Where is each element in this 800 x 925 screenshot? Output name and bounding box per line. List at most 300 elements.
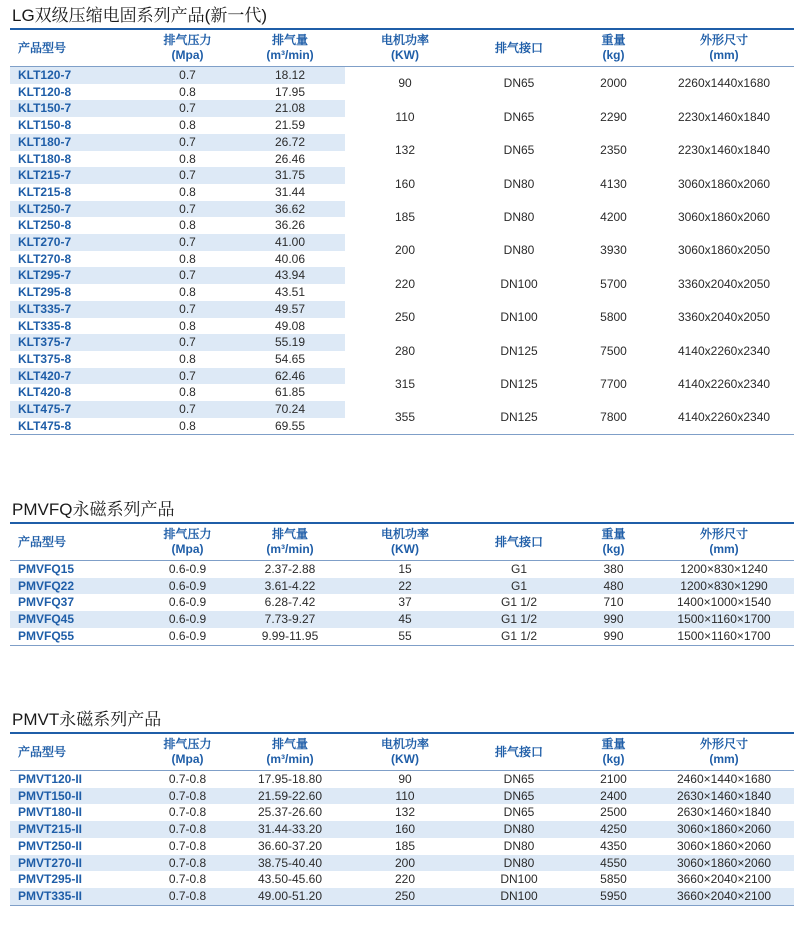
- cell-flow: 9.99-11.95: [261, 628, 319, 643]
- cell-pressure: 0.7-0.8: [168, 838, 207, 853]
- pmvt-section-title: PMVT永磁系列产品: [12, 710, 162, 729]
- cell-model: PMVFQ45: [10, 611, 140, 628]
- cell-flow: 41.00: [235, 234, 345, 251]
- cell-model: KLT180-7: [10, 134, 140, 151]
- header-outlet-label: 排气接口: [494, 744, 543, 759]
- cell-model: PMVT120-II: [18, 772, 83, 786]
- table-row: [10, 134, 794, 151]
- table-row: [10, 167, 794, 184]
- cell-power: 250: [345, 301, 465, 334]
- cell-flow: 69.55: [274, 418, 306, 433]
- cell-pressure: 0.8: [179, 385, 196, 400]
- header-pressure: [140, 733, 235, 771]
- cell-weight: 5850: [600, 872, 627, 887]
- cell-power: 15: [398, 562, 412, 576]
- cell-pressure: 0.6-0.9: [168, 628, 207, 643]
- lg-table: [10, 28, 794, 435]
- table-row: [10, 804, 794, 821]
- header-power: [345, 29, 465, 67]
- cell-power: 160: [345, 167, 465, 200]
- header-row: [10, 733, 794, 771]
- cell-model: PMVT180-II: [18, 805, 83, 820]
- cell-weight: 4250: [573, 821, 654, 838]
- cell-flow: 18.12: [235, 67, 345, 84]
- cell-weight: 3930: [573, 234, 654, 267]
- cell-outlet: DN65: [465, 100, 573, 133]
- cell-flow: 54.65: [274, 351, 306, 366]
- cell-outlet: DN65: [465, 67, 573, 101]
- header-flow-label: 排气量: [271, 527, 308, 541]
- cell-model: KLT375-8: [18, 351, 72, 366]
- cell-power: 22: [345, 578, 465, 595]
- cell-flow: 70.24: [235, 401, 345, 418]
- cell-dims: 1500×1160×1700: [677, 628, 771, 643]
- header-dims-label: 外形尺寸: [699, 737, 748, 751]
- cell-pressure: 0.6-0.9: [140, 611, 235, 628]
- cell-power: 220: [345, 267, 465, 300]
- table-row: [10, 788, 794, 805]
- pmvfq-table-body: [10, 561, 794, 646]
- cell-outlet: DN100: [465, 888, 573, 905]
- header-weight-label: 重量: [601, 33, 626, 47]
- cell-power: 90: [398, 772, 412, 786]
- cell-outlet: G1: [510, 562, 527, 576]
- cell-weight: 4200: [573, 201, 654, 234]
- header-flow-label: 排气量: [271, 33, 308, 47]
- cell-model: KLT335-7: [10, 301, 140, 318]
- header-pressure: [140, 523, 235, 561]
- cell-power: 55: [398, 628, 412, 643]
- header-pressure-unit: (Mpa): [171, 542, 204, 556]
- table-row: [10, 401, 794, 418]
- cell-weight: 480: [573, 578, 654, 595]
- cell-weight: 7500: [573, 334, 654, 367]
- header-power-label: 电机功率: [380, 737, 429, 751]
- header-dims-unit: (mm): [709, 752, 739, 766]
- pmvfq-table-header: [10, 523, 794, 561]
- cell-dims: 3660×2040×2100: [676, 872, 772, 887]
- table-row: [10, 855, 794, 872]
- cell-pressure: 0.8: [179, 118, 196, 133]
- cell-model: KLT475-7: [10, 401, 140, 418]
- header-model: [10, 29, 140, 67]
- cell-flow: 2.37-2.88: [264, 562, 316, 576]
- cell-flow: 49.57: [235, 301, 345, 318]
- table-row: [10, 628, 794, 645]
- cell-weight: 990: [603, 628, 624, 643]
- cell-dims: 3060×1860×2060: [654, 821, 794, 838]
- header-outlet: [465, 523, 573, 561]
- cell-pressure: 0.7-0.8: [168, 772, 207, 786]
- cell-power: 132: [394, 805, 416, 820]
- table-row: [10, 578, 794, 595]
- cell-model: PMVFQ55: [18, 628, 75, 643]
- header-power-unit: (KW): [391, 752, 419, 766]
- cell-pressure: 0.7-0.8: [140, 855, 235, 872]
- cell-power: 220: [394, 872, 416, 887]
- cell-model: KLT295-7: [10, 267, 140, 284]
- cell-pressure: 0.7: [140, 67, 235, 84]
- pmvfq-section: [10, 498, 794, 646]
- cell-weight: 4130: [573, 167, 654, 200]
- header-dims-label: 外形尺寸: [699, 33, 748, 47]
- cell-pressure: 0.7: [140, 134, 235, 151]
- header-dims: [654, 733, 794, 771]
- cell-outlet: DN80: [503, 838, 535, 853]
- cell-dims: 3060x1860x2060: [654, 201, 794, 234]
- cell-flow: 43.50-45.60: [257, 872, 323, 887]
- cell-model: PMVT250-II: [18, 838, 83, 853]
- cell-power: 110: [345, 100, 465, 133]
- cell-flow: 36.26: [274, 218, 306, 233]
- header-outlet-label: 排气接口: [494, 534, 543, 549]
- header-power-unit: (KW): [391, 542, 419, 556]
- cell-dims: 2460×1440×1680: [676, 772, 772, 786]
- cell-model: KLT250-7: [10, 201, 140, 218]
- cell-outlet: DN125: [465, 368, 573, 401]
- table-row: [10, 871, 794, 888]
- cell-model: KLT295-8: [18, 285, 72, 300]
- cell-dims: 3360x2040x2050: [654, 267, 794, 300]
- cell-outlet: DN65: [465, 788, 573, 805]
- header-model-label: 产品型号: [18, 744, 67, 759]
- cell-model: KLT335-8: [18, 318, 72, 333]
- cell-dims: 3060×1860×2060: [654, 855, 794, 872]
- cell-power: 200: [345, 855, 465, 872]
- header-flow: [235, 733, 345, 771]
- header-pressure-unit: (Mpa): [171, 48, 204, 62]
- table-row: [10, 334, 794, 351]
- header-pressure-label: 排气压力: [163, 33, 212, 47]
- cell-pressure: 0.7-0.8: [168, 872, 207, 887]
- cell-power: 37: [398, 595, 412, 610]
- cell-power: 160: [345, 821, 465, 838]
- cell-outlet: DN65: [503, 772, 535, 786]
- cell-power: 90: [345, 67, 465, 101]
- cell-flow: 49.00-51.20: [235, 888, 345, 905]
- cell-outlet: DN80: [465, 201, 573, 234]
- cell-pressure: 0.7: [140, 100, 235, 117]
- cell-flow: 38.75-40.40: [235, 855, 345, 872]
- cell-pressure: 0.6-0.9: [168, 562, 207, 576]
- cell-outlet: DN125: [465, 334, 573, 367]
- cell-pressure: 0.8: [179, 285, 196, 300]
- cell-outlet: G1: [465, 578, 573, 595]
- cell-outlet: DN100: [465, 267, 573, 300]
- cell-power: 132: [345, 134, 465, 167]
- cell-flow: 43.94: [235, 267, 345, 284]
- cell-model: PMVT150-II: [10, 788, 140, 805]
- cell-power: 110: [345, 788, 465, 805]
- header-weight: [573, 733, 654, 771]
- cell-model: KLT150-7: [10, 100, 140, 117]
- table-row: [10, 67, 794, 84]
- cell-weight: 5800: [573, 301, 654, 334]
- cell-model: KLT180-8: [18, 151, 72, 166]
- cell-flow: 31.44: [274, 184, 306, 199]
- header-dims: [654, 29, 794, 67]
- header-power: [345, 733, 465, 771]
- cell-dims: 3360x2040x2050: [654, 301, 794, 334]
- cell-model: KLT215-7: [10, 167, 140, 184]
- table-row: [10, 201, 794, 218]
- cell-pressure: 0.6-0.9: [140, 578, 235, 595]
- table-row: [10, 301, 794, 318]
- cell-pressure: 0.8: [179, 184, 196, 199]
- cell-outlet: DN80: [465, 167, 573, 200]
- cell-model: KLT270-8: [18, 251, 72, 266]
- cell-weight: 5950: [573, 888, 654, 905]
- cell-dims: 2630×1460×1840: [654, 788, 794, 805]
- header-model: [10, 523, 140, 561]
- cell-pressure: 0.7: [140, 334, 235, 351]
- cell-pressure: 0.7-0.8: [168, 805, 207, 820]
- cell-flow: 17.95-18.80: [257, 772, 323, 786]
- cell-model: KLT475-8: [18, 418, 72, 433]
- cell-weight: 710: [603, 595, 624, 610]
- table-row: [10, 267, 794, 284]
- cell-dims: 1400×1000×1540: [676, 595, 772, 610]
- cell-pressure: 0.7: [140, 301, 235, 318]
- header-weight-unit: (kg): [602, 542, 625, 556]
- table-row: [10, 368, 794, 385]
- table-row: [10, 888, 794, 905]
- cell-model: KLT250-8: [18, 218, 72, 233]
- header-power-label: 电机功率: [380, 527, 429, 541]
- header-dims-label: 外形尺寸: [699, 527, 748, 541]
- cell-flow: 21.59: [274, 118, 306, 133]
- cell-model: PMVFQ37: [18, 595, 75, 610]
- cell-flow: 61.85: [274, 385, 306, 400]
- cell-power: 185: [394, 838, 416, 853]
- pmvt-table-body: [10, 771, 794, 906]
- pmvfq-section-title: PMVFQ永磁系列产品: [12, 500, 175, 519]
- cell-model: PMVT215-II: [10, 821, 140, 838]
- cell-flow: 26.72: [235, 134, 345, 151]
- cell-flow: 36.62: [235, 201, 345, 218]
- cell-power: 315: [345, 368, 465, 401]
- cell-flow: 6.28-7.42: [264, 595, 316, 610]
- pmvfq-table: [10, 522, 794, 646]
- cell-model: KLT120-7: [10, 67, 140, 84]
- header-weight-unit: (kg): [602, 48, 625, 62]
- cell-flow: 49.08: [274, 318, 306, 333]
- cell-flow: 3.61-4.22: [235, 578, 345, 595]
- header-pressure-label: 排气压力: [163, 737, 212, 751]
- cell-model: PMVT295-II: [18, 872, 83, 887]
- header-row: [10, 29, 794, 67]
- cell-pressure: 0.7: [140, 267, 235, 284]
- header-weight-label: 重量: [601, 737, 626, 751]
- table-row: [10, 771, 794, 788]
- table-row: [10, 594, 794, 611]
- table-row: [10, 100, 794, 117]
- cell-model: PMVT335-II: [10, 888, 140, 905]
- header-flow: [235, 29, 345, 67]
- lg-table-header: [10, 29, 794, 67]
- cell-flow: 21.59-22.60: [235, 788, 345, 805]
- cell-dims: 1200×830×1290: [654, 578, 794, 595]
- lg-section: [10, 4, 794, 435]
- cell-weight: 2400: [573, 788, 654, 805]
- cell-pressure: 0.7-0.8: [140, 888, 235, 905]
- cell-weight: 990: [573, 611, 654, 628]
- header-weight-unit: (kg): [602, 752, 625, 766]
- cell-flow: 55.19: [235, 334, 345, 351]
- header-row: [10, 523, 794, 561]
- cell-model: KLT270-7: [10, 234, 140, 251]
- cell-flow: 25.37-26.60: [257, 805, 323, 820]
- header-flow-unit: (m³/min): [266, 752, 314, 766]
- cell-pressure: 0.7-0.8: [140, 821, 235, 838]
- header-weight: [573, 523, 654, 561]
- cell-model: PMVFQ15: [18, 562, 75, 576]
- cell-outlet: DN65: [465, 134, 573, 167]
- cell-pressure: 0.7: [140, 234, 235, 251]
- cell-power: 185: [345, 201, 465, 234]
- lg-table-body: [10, 67, 794, 435]
- cell-pressure: 0.7: [140, 201, 235, 218]
- cell-pressure: 0.7-0.8: [140, 788, 235, 805]
- cell-flow: 17.95: [274, 84, 306, 99]
- header-pressure-unit: (Mpa): [171, 752, 204, 766]
- table-row: [10, 821, 794, 838]
- cell-pressure: 0.8: [179, 151, 196, 166]
- cell-dims: 3060x1860x2050: [654, 234, 794, 267]
- cell-outlet: DN100: [465, 301, 573, 334]
- cell-power: 45: [345, 611, 465, 628]
- header-outlet: [465, 29, 573, 67]
- cell-power: 200: [345, 234, 465, 267]
- cell-outlet: DN100: [500, 872, 538, 887]
- cell-pressure: 0.8: [179, 418, 196, 433]
- header-pressure: [140, 29, 235, 67]
- cell-weight: 2290: [573, 100, 654, 133]
- cell-pressure: 0.8: [179, 351, 196, 366]
- cell-model: PMVT270-II: [10, 855, 140, 872]
- cell-model: PMVFQ22: [10, 578, 140, 595]
- table-row: [10, 561, 794, 578]
- cell-outlet: G1 1/2: [500, 595, 538, 610]
- cell-flow: 31.44-33.20: [235, 821, 345, 838]
- cell-model: KLT420-8: [18, 385, 72, 400]
- header-pressure-label: 排气压力: [163, 527, 212, 541]
- cell-flow: 31.75: [235, 167, 345, 184]
- cell-outlet: DN80: [465, 855, 573, 872]
- cell-dims: 2230x1460x1840: [654, 134, 794, 167]
- header-dims-unit: (mm): [709, 542, 739, 556]
- cell-weight: 2000: [573, 67, 654, 101]
- cell-dims: 4140x2260x2340: [654, 334, 794, 367]
- cell-power: 355: [345, 401, 465, 435]
- cell-dims: 2230x1460x1840: [654, 100, 794, 133]
- cell-weight: 7800: [573, 401, 654, 435]
- header-outlet-label: 排气接口: [494, 40, 543, 55]
- cell-dims: 1500×1160×1700: [654, 611, 794, 628]
- cell-flow: 7.73-9.27: [235, 611, 345, 628]
- cell-pressure: 0.8: [179, 251, 196, 266]
- cell-outlet: DN80: [465, 234, 573, 267]
- header-flow-unit: (m³/min): [266, 48, 314, 62]
- table-row: [10, 234, 794, 251]
- lg-section-title: LG双级压缩电固系列产品(新一代): [12, 6, 267, 25]
- cell-pressure: 0.8: [179, 218, 196, 233]
- cell-weight: 4350: [600, 838, 627, 853]
- header-weight: [573, 29, 654, 67]
- cell-dims: 4140x2260x2340: [654, 368, 794, 401]
- cell-dims: 4140x2260x2340: [654, 401, 794, 435]
- cell-model: KLT150-8: [18, 118, 72, 133]
- cell-dims: 2630×1460×1840: [676, 805, 772, 820]
- cell-weight: 7700: [573, 368, 654, 401]
- cell-weight: 4550: [573, 855, 654, 872]
- header-flow-unit: (m³/min): [266, 542, 314, 556]
- cell-outlet: G1 1/2: [500, 628, 538, 643]
- table-row: [10, 611, 794, 628]
- header-outlet: [465, 733, 573, 771]
- cell-model: KLT375-7: [10, 334, 140, 351]
- cell-outlet: DN65: [503, 805, 535, 820]
- header-model-label: 产品型号: [18, 40, 67, 55]
- header-power: [345, 523, 465, 561]
- pmvt-table: [10, 732, 794, 906]
- cell-flow: 43.51: [274, 285, 306, 300]
- header-flow: [235, 523, 345, 561]
- header-power-unit: (KW): [391, 48, 419, 62]
- header-model-label: 产品型号: [18, 534, 67, 549]
- cell-pressure: 0.7: [140, 167, 235, 184]
- pmvt-table-header: [10, 733, 794, 771]
- cell-power: 280: [345, 334, 465, 367]
- cell-pressure: 0.7: [140, 401, 235, 418]
- cell-dims: 3060x1860x2060: [654, 167, 794, 200]
- cell-outlet: G1 1/2: [465, 611, 573, 628]
- cell-weight: 2100: [600, 772, 627, 786]
- cell-pressure: 0.8: [179, 318, 196, 333]
- cell-flow: 40.06: [274, 251, 306, 266]
- header-model: [10, 733, 140, 771]
- cell-outlet: DN80: [465, 821, 573, 838]
- header-weight-label: 重量: [601, 527, 626, 541]
- cell-outlet: DN125: [465, 401, 573, 435]
- cell-weight: 380: [603, 562, 624, 576]
- header-power-label: 电机功率: [380, 33, 429, 47]
- cell-dims: 3060×1860×2060: [676, 838, 772, 853]
- cell-pressure: 0.8: [179, 84, 196, 99]
- cell-pressure: 0.7: [140, 368, 235, 385]
- cell-model: KLT420-7: [10, 368, 140, 385]
- cell-model: KLT120-8: [18, 84, 72, 99]
- cell-pressure: 0.6-0.9: [168, 595, 207, 610]
- cell-weight: 2500: [600, 805, 627, 820]
- cell-flow: 62.46: [235, 368, 345, 385]
- cell-flow: 26.46: [274, 151, 306, 166]
- header-dims-unit: (mm): [709, 48, 739, 62]
- pmvt-section: [10, 708, 794, 906]
- cell-flow: 21.08: [235, 100, 345, 117]
- header-dims: [654, 523, 794, 561]
- cell-weight: 5700: [573, 267, 654, 300]
- header-flow-label: 排气量: [271, 737, 308, 751]
- table-row: [10, 838, 794, 855]
- cell-dims: 3660×2040×2100: [654, 888, 794, 905]
- cell-dims: 2260x1440x1680: [654, 67, 794, 101]
- cell-dims: 1200×830×1240: [680, 562, 768, 576]
- cell-model: KLT215-8: [18, 184, 72, 199]
- cell-power: 250: [345, 888, 465, 905]
- cell-weight: 2350: [573, 134, 654, 167]
- cell-flow: 36.60-37.20: [257, 838, 323, 853]
